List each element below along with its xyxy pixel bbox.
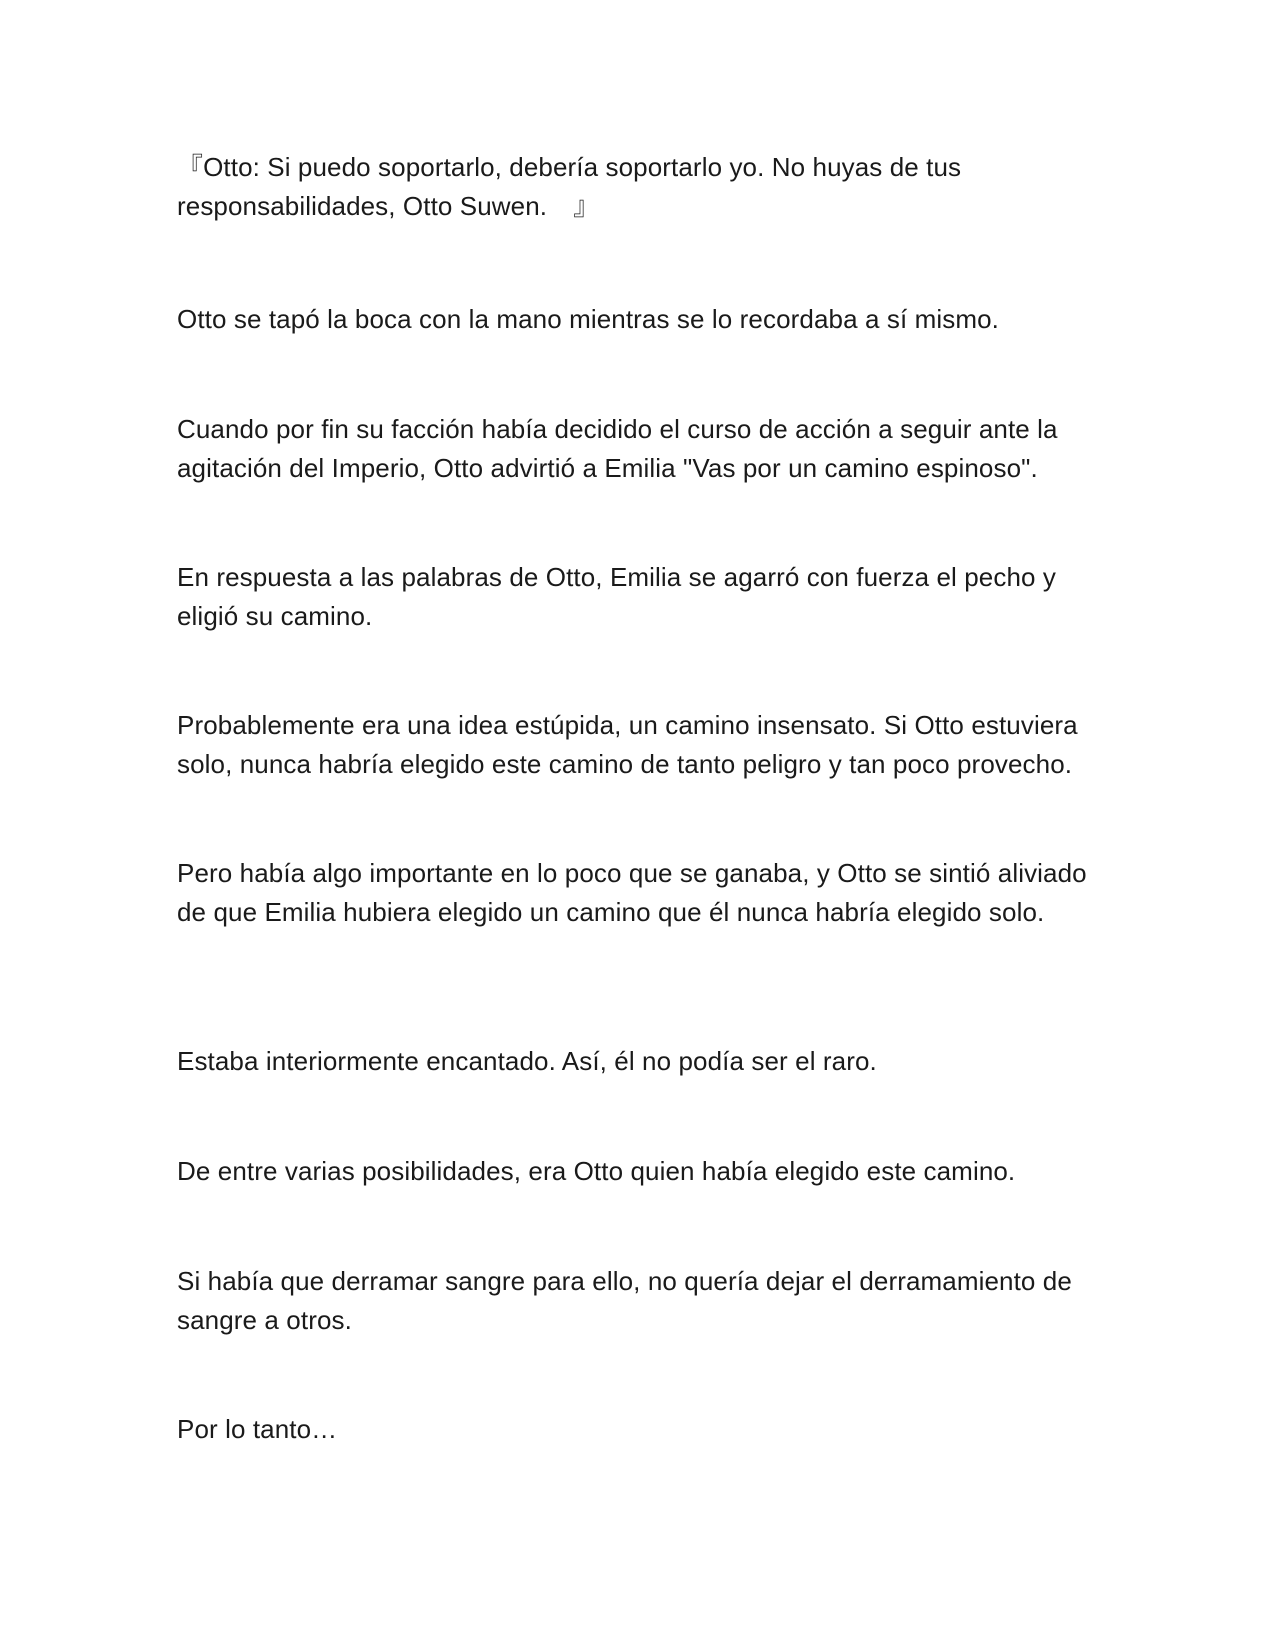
paragraph-dialogue-otto: 『Otto: Si puedo soportarlo, debería soportarlo yo. No huyas de tus responsabilidades, Otto Suwen. 』 [177, 152, 962, 221]
paragraph: Estaba interiormente encantado. Así, él no podía ser el raro. [177, 1046, 877, 1076]
paragraph: De entre varias posibilidades, era Otto quien había elegido este camino. [177, 1156, 1016, 1186]
paragraph: Otto se tapó la boca con la mano mientras se lo recordaba a sí mismo. [177, 304, 999, 334]
paragraph: Probablemente era una idea estúpida, un camino insensato. Si Otto estuviera solo, nunca habría elegido este camino de tanto peligro y tan poco provecho. [177, 710, 1078, 779]
paragraph-closing: Por lo tanto… [177, 1414, 338, 1444]
paragraph: En respuesta a las palabras de Otto, Emilia se agarró con fuerza el pecho y eligió su camino. [177, 562, 1056, 631]
paragraph: Cuando por fin su facción había decidido el curso de acción a seguir ante la agitación del Imperio, Otto advirtió a Emilia "Vas por un camino espinoso". [177, 414, 1058, 483]
paragraph: Pero había algo importante en lo poco que se ganaba, y Otto se sintió aliviado de que Emilia hubiera elegido un camino que él nunca habría elegido solo. [177, 858, 1087, 927]
paragraph: Si había que derramar sangre para ello, no quería dejar el derramamiento de sangre a otros. [177, 1266, 1072, 1335]
